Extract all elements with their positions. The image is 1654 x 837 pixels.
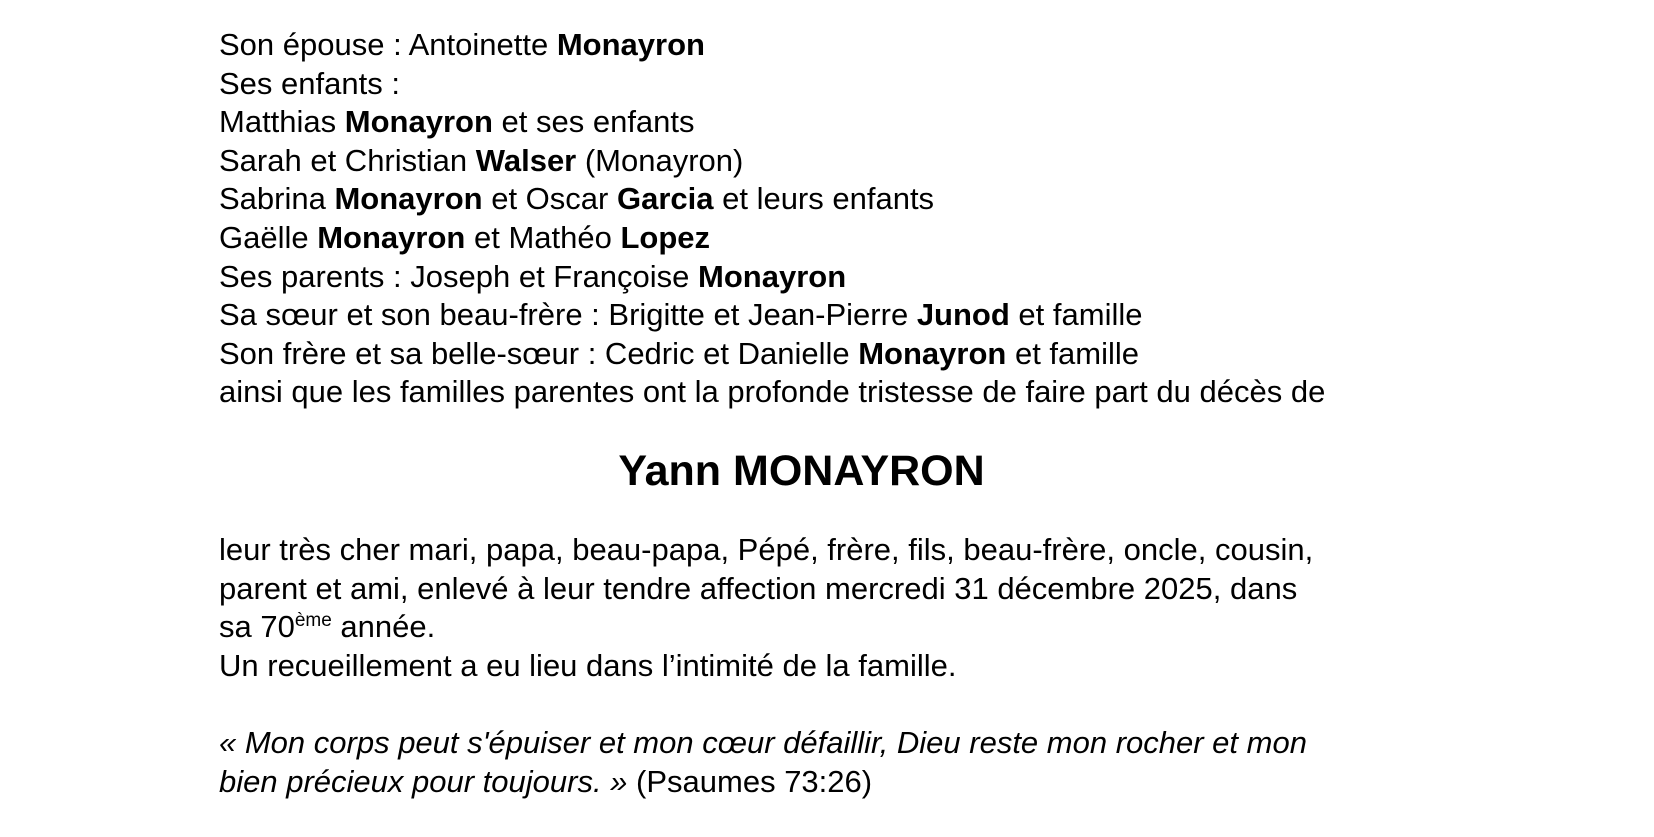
brother-text: Son frère et sa belle-sœur : Cedric et Danielle xyxy=(219,335,859,371)
child-4-first: Gaëlle xyxy=(219,219,318,255)
child-line-1 xyxy=(219,103,1459,142)
spouse-surname: Monayron xyxy=(556,27,705,62)
quote-line-1 xyxy=(219,724,1459,763)
child-1-suffix: et ses enfants xyxy=(492,104,695,140)
parents-text: Ses parents : Joseph et Françoise xyxy=(219,258,699,294)
child-2-first: Sarah et Christian xyxy=(219,142,476,178)
paragraph-spacer xyxy=(219,685,1459,724)
child-3-middle: et Oscar xyxy=(482,181,617,217)
body-line-3 xyxy=(219,608,1459,647)
child-line-2 xyxy=(219,142,1459,181)
ceremony-line: Un recueillement a eu lieu dans l’intimité de la famille. xyxy=(219,647,957,683)
brother-line xyxy=(219,335,1459,374)
body-line-1: leur très cher mari, papa, beau-papa, Pépé, frère, fils, beau-frère, oncle, cousin, xyxy=(219,531,1314,567)
quote-text-2: bien précieux pour toujours. » xyxy=(219,763,628,799)
child-3-surname: Monayron xyxy=(334,181,483,217)
brother-suffix: et famille xyxy=(1006,335,1140,371)
children-heading: Ses enfants : xyxy=(219,65,400,101)
child-2-suffix: (Monayron) xyxy=(576,142,744,178)
sister-line xyxy=(219,296,1459,335)
quote-line-2 xyxy=(219,763,1459,802)
child-4-middle: et Mathéo xyxy=(465,219,621,255)
brother-surname: Monayron xyxy=(858,335,1007,371)
child-4-surname: Monayron xyxy=(317,219,466,255)
child-1-first: Matthias xyxy=(219,104,345,140)
sister-suffix: et famille xyxy=(1009,297,1143,333)
closing-line: ainsi que les familles parentes ont la profonde tristesse de faire part du décès de xyxy=(219,374,1326,410)
obituary-notice xyxy=(219,26,1459,801)
child-1-surname: Monayron xyxy=(344,104,493,140)
child-line-4 xyxy=(219,219,1459,258)
child-3-first: Sabrina xyxy=(219,181,335,217)
parents-surname: Monayron xyxy=(698,258,847,294)
age-ordinal: ème xyxy=(294,610,332,632)
quote-text-1: « Mon corps peut s'épuiser et mon cœur défaillir, Dieu reste mon rocher et mon xyxy=(219,724,1307,760)
quote-reference: (Psaumes 73:26) xyxy=(627,763,873,799)
child-line-3 xyxy=(219,180,1459,219)
child-2-surname: Walser xyxy=(475,142,577,178)
sister-surname: Junod xyxy=(916,297,1010,333)
age-suffix: année. xyxy=(331,609,436,645)
child-4-surname2: Lopez xyxy=(620,219,711,255)
parents-line xyxy=(219,258,1459,297)
sister-text: Sa sœur et son beau-frère : Brigitte et Jean-Pierre xyxy=(219,297,917,333)
child-3-suffix: et leurs enfants xyxy=(713,181,935,217)
spouse-text: Son épouse : Antoinette xyxy=(219,27,557,62)
body-line-2: parent et ami, enlevé à leur tendre affection mercredi 31 décembre 2025, dans xyxy=(219,570,1298,606)
age-prefix: sa 70 xyxy=(219,609,295,645)
spouse-line xyxy=(219,26,1459,65)
child-3-surname2: Garcia xyxy=(616,181,714,217)
deceased-name: Yann MONAYRON xyxy=(618,446,985,495)
